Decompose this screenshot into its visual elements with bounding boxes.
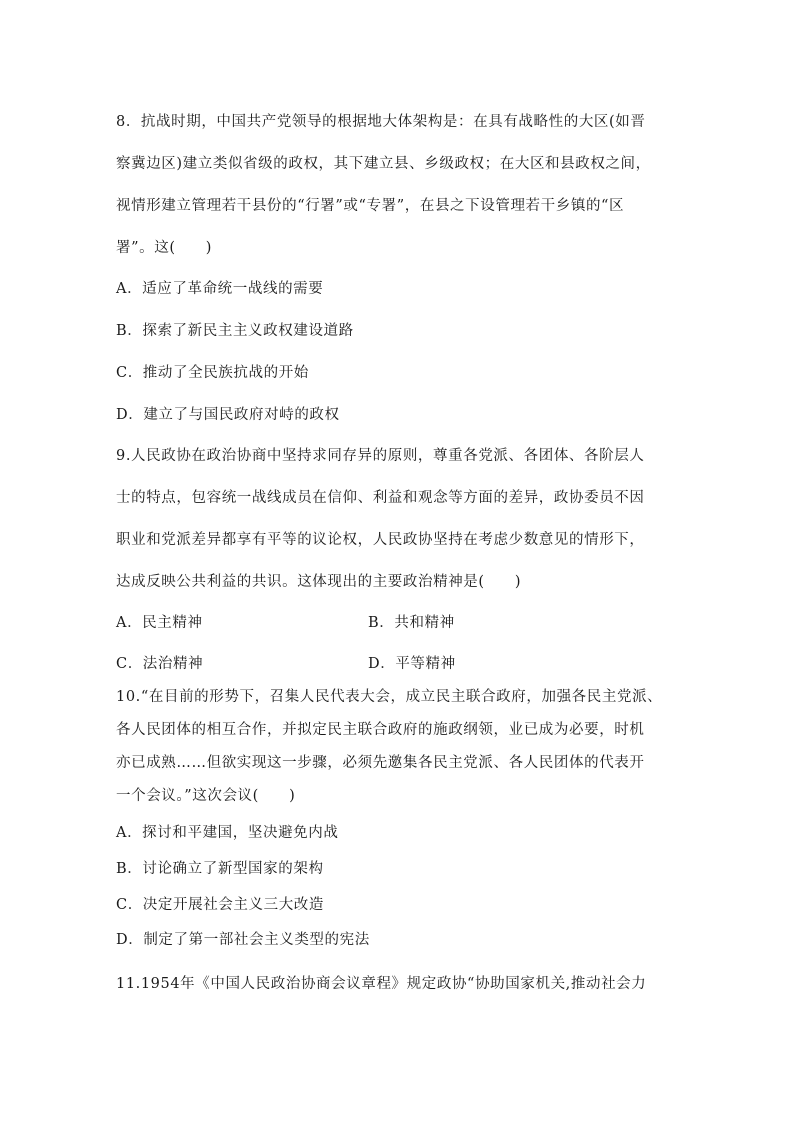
question-stem-line: 署”。这( ) (116, 240, 213, 256)
question-stem-line: 11.1954年《中国人民政治协商会议章程》规定政协“协助国家机关,推动社会力 (116, 976, 647, 992)
option-d: D．平等精神 (368, 656, 456, 672)
question-stem-line: 各人民团体的相互合作，并拟定民主联合政府的施政纲领，业已成为必要，时机 (116, 722, 645, 738)
question-stem-line: 达成反映公共利益的共识。这体现出的主要政治精神是( ) (116, 574, 522, 590)
option-d: D．建立了与国民政府对峙的政权 (116, 407, 340, 423)
question-stem-line: 亦已成熟……但欲实现这一步骤，必须先邀集各民主党派、各人民团体的代表开 (116, 755, 645, 771)
option-a: A．民主精神 (116, 615, 203, 631)
option-a: A．探讨和平建国，坚决避免内战 (116, 825, 339, 841)
option-b: B．探索了新民主主义政权建设道路 (116, 323, 354, 339)
option-b: B．讨论确立了新型国家的架构 (116, 861, 324, 877)
option-c: C．推动了全民族抗战的开始 (116, 365, 309, 381)
question-stem-line: 一个会议。”这次会议( ) (116, 788, 296, 804)
option-b: B．共和精神 (368, 615, 455, 631)
question-stem-line: 职业和党派差异都享有平等的议论权，人民政协坚持在考虑少数意见的情形下， (116, 532, 645, 548)
option-d: D．制定了第一部社会主义类型的宪法 (116, 932, 370, 948)
question-stem-line: 视情形建立管理若干县份的“行署”或“专署”，在县之下设管理若干乡镇的“区 (116, 198, 625, 214)
question-stem-line: 9.人民政协在政治协商中坚持求同存异的原则，尊重各党派、各团体、各阶层人 (116, 448, 645, 464)
question-stem-line: 察冀边区)建立类似省级的政权，其下建立县、乡级政权；在大区和县政权之间， (116, 156, 651, 172)
question-stem-line: 士的特点，包容统一战线成员在信仰、利益和观念等方面的差异，政协委员不因 (116, 490, 645, 506)
question-stem-line: 8．抗战时期，中国共产党领导的根据地大体架构是：在具有战略性的大区(如晋 (116, 114, 646, 130)
question-stem-line: 10.“在目前的形势下，召集人民代表大会，成立民主联合政府，加强各民主党派、 (116, 689, 663, 705)
option-a: A．适应了革命统一战线的需要 (116, 281, 324, 297)
option-c: C．决定开展社会主义三大改造 (116, 897, 324, 913)
option-c: C．法治精神 (116, 656, 204, 672)
